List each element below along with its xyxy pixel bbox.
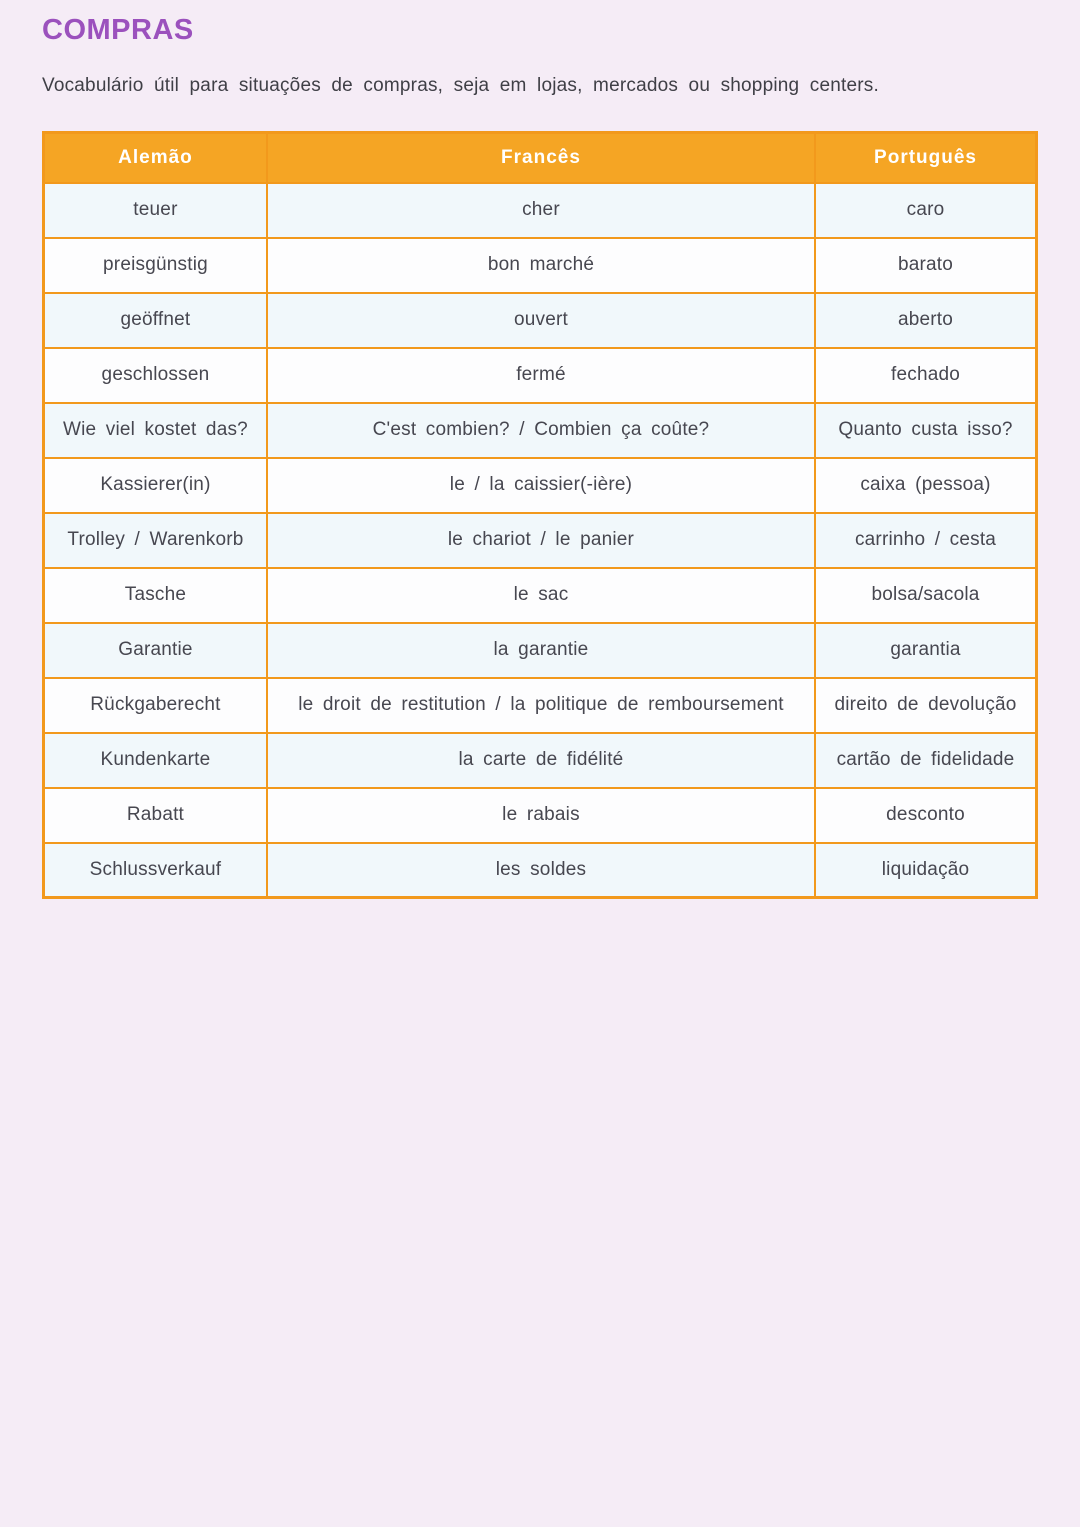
table-row	[44, 458, 1037, 513]
vocabulary-table	[42, 131, 1038, 899]
table-row	[44, 678, 1037, 733]
table-cell-french: le droit de restitution / la politique de remboursement	[267, 678, 815, 733]
table-cell-portuguese: Quanto custa isso?	[815, 403, 1036, 458]
table-cell-french: cher	[267, 183, 815, 238]
table-cell-french: les soldes	[267, 843, 815, 898]
table-cell-portuguese: caro	[815, 183, 1036, 238]
table-body	[44, 183, 1037, 898]
table-cell-french: la garantie	[267, 623, 815, 678]
table-cell-french: C'est combien? / Combien ça coûte?	[267, 403, 815, 458]
table-cell-german: Rabatt	[44, 788, 267, 843]
table-cell-french: fermé	[267, 348, 815, 403]
table-cell-german: geöffnet	[44, 293, 267, 348]
table-cell-portuguese: aberto	[815, 293, 1036, 348]
table-cell-french: ouvert	[267, 293, 815, 348]
table-cell-french: le / la caissier(-ière)	[267, 458, 815, 513]
table-cell-german: Schlussverkauf	[44, 843, 267, 898]
table-cell-portuguese: fechado	[815, 348, 1036, 403]
table-row	[44, 513, 1037, 568]
table-header	[44, 133, 1037, 183]
table-cell-portuguese: direito de devolução	[815, 678, 1036, 733]
table-row	[44, 568, 1037, 623]
table-cell-german: Kassierer(in)	[44, 458, 267, 513]
table-cell-portuguese: barato	[815, 238, 1036, 293]
table-row	[44, 843, 1037, 898]
table-cell-german: geschlossen	[44, 348, 267, 403]
column-header-portuguese: Português	[815, 133, 1036, 183]
header-row	[44, 133, 1037, 183]
table-cell-portuguese: desconto	[815, 788, 1036, 843]
table-cell-french: bon marché	[267, 238, 815, 293]
table-cell-german: Trolley / Warenkorb	[44, 513, 267, 568]
table-row	[44, 788, 1037, 843]
table-row	[44, 403, 1037, 458]
table-cell-french: le chariot / le panier	[267, 513, 815, 568]
table-row	[44, 293, 1037, 348]
table-row	[44, 183, 1037, 238]
table-cell-german: Kundenkarte	[44, 733, 267, 788]
column-header-german: Alemão	[44, 133, 267, 183]
table-row	[44, 623, 1037, 678]
table-cell-portuguese: carrinho / cesta	[815, 513, 1036, 568]
table-cell-portuguese: garantia	[815, 623, 1036, 678]
table-cell-german: teuer	[44, 183, 267, 238]
table-row	[44, 348, 1037, 403]
table-row	[44, 733, 1037, 788]
table-cell-german: preisgünstig	[44, 238, 267, 293]
table-cell-portuguese: bolsa/sacola	[815, 568, 1036, 623]
table-cell-french: la carte de fidélité	[267, 733, 815, 788]
page-title: COMPRAS	[42, 14, 194, 46]
table-cell-portuguese: cartão de fidelidade	[815, 733, 1036, 788]
table-cell-german: Wie viel kostet das?	[44, 403, 267, 458]
table-cell-german: Tasche	[44, 568, 267, 623]
table-cell-french: le rabais	[267, 788, 815, 843]
column-header-french: Francês	[267, 133, 815, 183]
table-cell-portuguese: caixa (pessoa)	[815, 458, 1036, 513]
page-subtitle: Vocabulário útil para situações de compras, seja em lojas, mercados ou shopping centers.	[42, 75, 879, 96]
table-cell-german: Garantie	[44, 623, 267, 678]
table-cell-french: le sac	[267, 568, 815, 623]
table-row	[44, 238, 1037, 293]
table-cell-portuguese: liquidação	[815, 843, 1036, 898]
table-cell-german: Rückgaberecht	[44, 678, 267, 733]
